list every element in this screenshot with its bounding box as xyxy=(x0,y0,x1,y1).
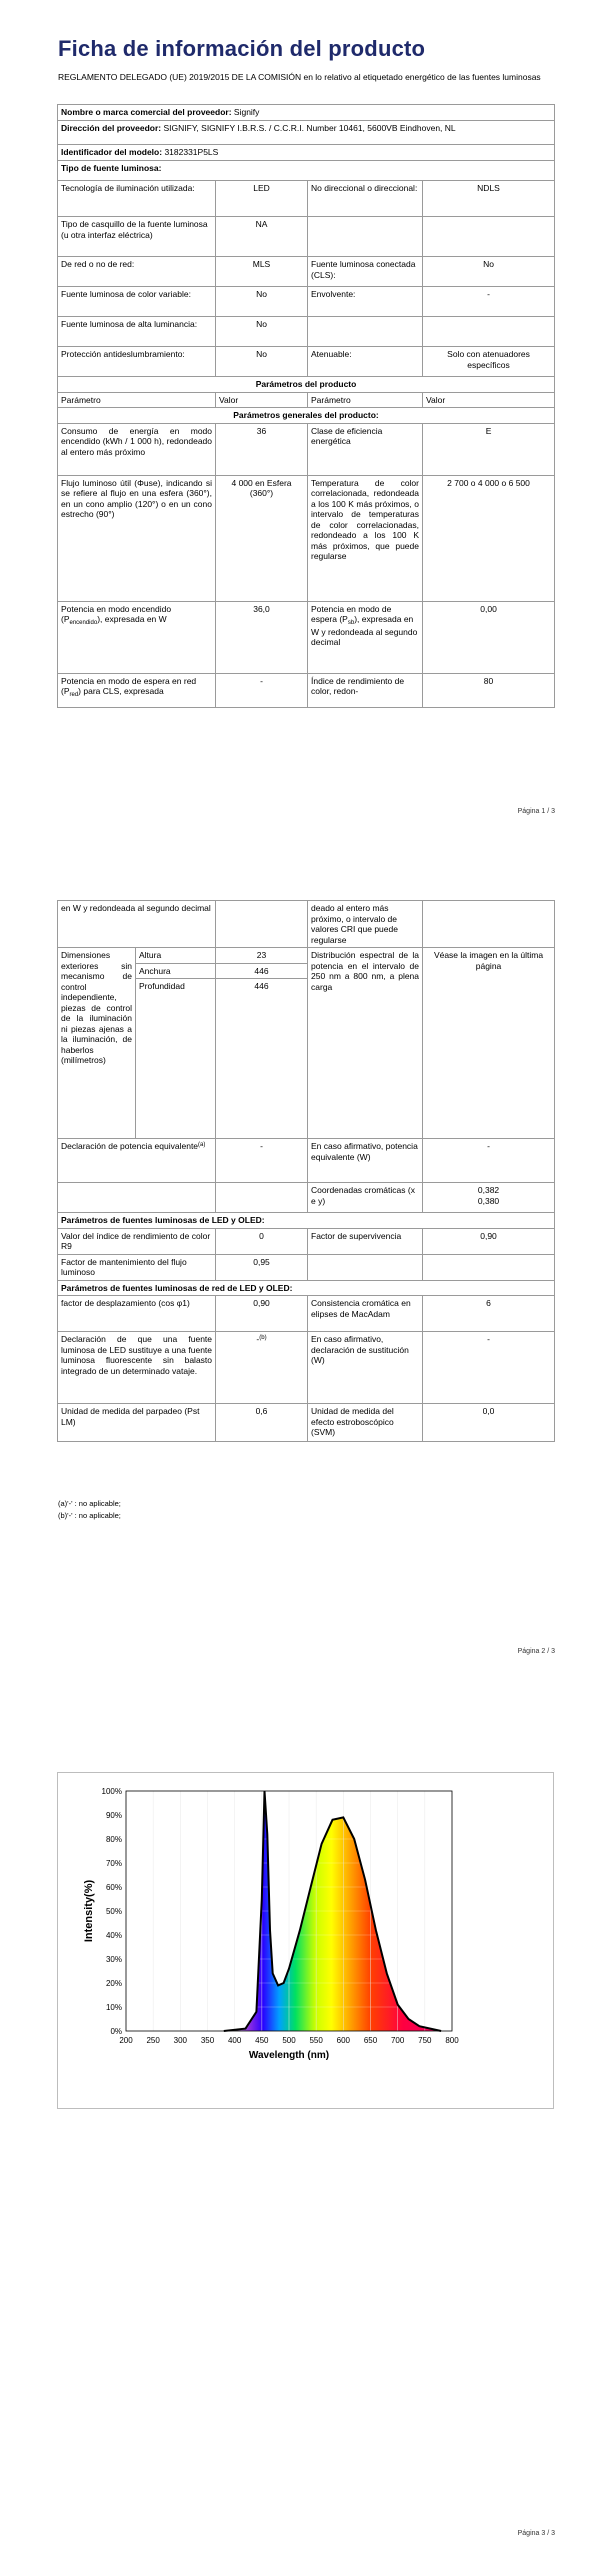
dimmable-label: Atenuable: xyxy=(308,347,423,377)
width-label: Anchura xyxy=(136,963,216,979)
supplier-name-row xyxy=(58,105,555,121)
r9-label: Valor del índice de rendimiento de color R9 xyxy=(58,1228,216,1254)
spectral-distribution-value: Véase la imagen en la última página xyxy=(423,948,555,1139)
table-row xyxy=(58,181,555,217)
networked-standby-label: Potencia en modo de espera en red $(P_{red})$ para CLS, expresada xyxy=(58,673,216,707)
standby-power-value: 0,00 xyxy=(423,601,555,673)
y-tick-label: 30% xyxy=(105,1955,122,1964)
page-number: Página 1 / 3 xyxy=(517,808,555,815)
document-title: Ficha de información del producto xyxy=(58,36,426,61)
led-replacement-value: -$^{(b)}$ xyxy=(216,1332,308,1404)
y-tick-label: 70% xyxy=(105,1859,122,1868)
x-tick-label: 700 xyxy=(390,2036,405,2045)
colour-tuneable-value: No xyxy=(216,287,308,317)
depth-value: 446 xyxy=(216,979,308,1139)
x-tick-label: 250 xyxy=(146,2036,160,2045)
column-header-param: Parámetro xyxy=(308,392,423,408)
table-row xyxy=(58,673,555,707)
table-row xyxy=(58,475,555,601)
y-tick-label: 40% xyxy=(105,1931,122,1940)
y-axis-label: Intensity(%) xyxy=(83,1879,95,1943)
column-header-value: Valor xyxy=(216,392,308,408)
y-tick-label: 20% xyxy=(105,1979,122,1988)
width-value: 446 xyxy=(216,963,308,979)
page-number: Página 2 / 3 xyxy=(517,1648,555,1655)
y-tick-label: 90% xyxy=(105,1811,122,1820)
energy-class-value: E xyxy=(423,423,555,475)
mains-label: De red o no de red: xyxy=(58,257,216,287)
colour-consistency-label: Consistencia cromática en elipses de MacAdam xyxy=(308,1296,423,1332)
table-row xyxy=(58,1139,555,1183)
on-mode-power-value: 36,0 xyxy=(216,601,308,673)
table-row xyxy=(58,257,555,287)
table-row xyxy=(58,287,555,317)
product-info-table xyxy=(57,104,555,708)
table-row xyxy=(58,1254,555,1280)
table-row xyxy=(58,217,555,257)
table-row xyxy=(58,317,555,347)
table-row xyxy=(58,1404,555,1442)
product-params-header: Parámetros del producto xyxy=(58,377,555,393)
stroboscopic-value: 0,0 xyxy=(423,1404,555,1442)
led-params-header: Parámetros de fuentes luminosas de LED y OLED: xyxy=(58,1213,555,1229)
anti-glare-label: Protección antideslumbramiento: xyxy=(58,347,216,377)
flicker-label: Unidad de medida del parpadeo (Pst LM) xyxy=(58,1404,216,1442)
networked-standby-value: - xyxy=(216,673,308,707)
height-value: 23 xyxy=(216,948,308,964)
colour-consistency-value: 6 xyxy=(423,1296,555,1332)
high-luminance-value: No xyxy=(216,317,308,347)
high-luminance-label: Fuente luminosa de alta luminancia: xyxy=(58,317,216,347)
equivalent-power-value: - xyxy=(216,1139,308,1183)
flicker-value: 0,6 xyxy=(216,1404,308,1442)
chromaticity-label: Coordenadas cromáticas (x e y) xyxy=(308,1183,423,1213)
regulation-text: REGLAMENTO DELEGADO (UE) 2019/2015 DE LA COMISIÓN en lo relativo al etiquetado energético de las fuentes luminosas xyxy=(58,72,541,82)
dimmable-value: Solo con atenuadores específicos xyxy=(423,347,555,377)
x-tick-label: 650 xyxy=(363,2036,378,2045)
supplier-address-row xyxy=(58,121,555,145)
directional-label: No direccional o direccional: xyxy=(308,181,423,217)
x-tick-label: 500 xyxy=(282,2036,296,2045)
x-tick-label: 750 xyxy=(418,2036,432,2045)
energy-consumption-label: Consumo de energía en modo encendido (kWh / 1 000 h), redondeado al entero más próximo xyxy=(58,423,216,475)
r9-value: 0 xyxy=(216,1228,308,1254)
model-row xyxy=(58,145,555,161)
page-3 xyxy=(0,1680,603,2560)
chromaticity-value: 0,382 0,380 xyxy=(423,1183,555,1213)
table-row xyxy=(58,1228,555,1254)
lumen-maintenance-label: Factor de mantenimiento del flujo luminoso xyxy=(58,1254,216,1280)
x-tick-label: 600 xyxy=(336,2036,351,2045)
replacement-claim-value: - xyxy=(423,1332,555,1404)
table-row xyxy=(58,901,555,948)
cls-value: No xyxy=(423,257,555,287)
spectral-distribution-label: Distribución espectral de la potencia en el intervalo de 250 nm a 800 nm, a plena carga xyxy=(308,948,423,1139)
supplier-address-label: Dirección del proveedor: xyxy=(61,123,162,133)
stroboscopic-label: Unidad de medida del efecto estroboscópico (SVM) xyxy=(308,1404,423,1442)
led-replacement-label: Declaración de que una fuente luminosa de LED sustituye a una fuente luminosa fluorescente sin balasto integrado de un determinado vataje. xyxy=(58,1332,216,1404)
y-tick-label: 100% xyxy=(101,1787,122,1796)
anti-glare-value: No xyxy=(216,347,308,377)
table-row xyxy=(58,347,555,377)
networked-standby-label-cont: en W y redondeada al segundo decimal xyxy=(58,901,216,948)
supplier-name: Signify xyxy=(233,107,260,117)
x-tick-label: 800 xyxy=(445,2036,459,2045)
luminous-flux-label: Flujo luminoso útil (Φuse), indicando si se refiere al flujo en una esfera (360°), en un cono amplio (120°) o en un cono estrecho (90°) xyxy=(58,475,216,601)
footnote-a: (a)'-' : no aplicable; xyxy=(58,1499,121,1508)
on-mode-power-label: Potencia en modo encendido $(P_{encendido})$, expresada en W xyxy=(58,601,216,673)
envelope-value: - xyxy=(423,287,555,317)
mains-value: MLS xyxy=(216,257,308,287)
y-tick-label: 0% xyxy=(110,2027,122,2036)
replacement-claim-label: En caso afirmativo, declaración de sustitución (W) xyxy=(308,1332,423,1404)
table-row xyxy=(58,601,555,673)
envelope-label: Envolvente: xyxy=(308,287,423,317)
energy-class-label: Clase de eficiencia energética xyxy=(308,423,423,475)
lumen-maintenance-value: 0,95 xyxy=(216,1254,308,1280)
column-header-param: Parámetro xyxy=(58,392,216,408)
table-row xyxy=(58,1332,555,1404)
dimensions-label: Dimensiones exteriores sin mecanismo de control independiente, piezas de control de la iluminación ni piezas ajenas a la iluminación, de haberlos (milímetros) xyxy=(58,948,136,1139)
cct-label: Temperatura de color correlacionada, redondeada a los 100 K más próximos, o intervalo de temperaturas de color correlacionadas, redondeado a los 100 K más próximos, que puede regularse xyxy=(308,475,423,601)
displacement-factor-label: factor de desplazamiento (cos φ1) xyxy=(58,1296,216,1332)
spectral-chart-frame xyxy=(57,1772,554,2109)
x-tick-label: 550 xyxy=(309,2036,323,2045)
column-header-value: Valor xyxy=(423,392,555,408)
model-id: 3182331P5LS xyxy=(164,147,219,157)
cri-value: 80 xyxy=(423,673,555,707)
cri-label: Índice de rendimiento de color, redon- xyxy=(308,673,423,707)
page-2 xyxy=(0,840,603,1680)
model-label: Identificador del modelo: xyxy=(61,147,163,157)
displacement-factor-value: 0,90 xyxy=(216,1296,308,1332)
table-row xyxy=(58,1183,555,1213)
x-axis-label: Wavelength (nm) xyxy=(248,2050,330,2061)
cap-type-value: NA xyxy=(216,217,308,257)
x-tick-label: 450 xyxy=(255,2036,269,2045)
supplier-address: SIGNIFY, SIGNIFY I.B.R.S. / C.C.R.I. Number 10461, 5600VB Eindhoven, NL xyxy=(163,123,456,133)
luminous-flux-value: 4 000 en Esfera (360°) xyxy=(216,475,308,601)
footnotes xyxy=(58,1498,121,1522)
table-row xyxy=(58,948,555,964)
colour-tuneable-label: Fuente luminosa de color variable: xyxy=(58,287,216,317)
mains-led-params-header: Parámetros de fuentes luminosas de red de LED y OLED: xyxy=(58,1280,555,1296)
x-tick-label: 300 xyxy=(173,2036,188,2045)
cri-label-cont: deado al entero más próximo, o intervalo de valores CRI que puede regularse xyxy=(308,901,423,948)
directional-value: NDLS xyxy=(423,181,555,217)
survival-factor-label: Factor de supervivencia xyxy=(308,1228,423,1254)
technology-value: LED xyxy=(216,181,308,217)
y-tick-label: 80% xyxy=(105,1835,122,1844)
x-tick-label: 400 xyxy=(227,2036,242,2045)
table-row xyxy=(58,1296,555,1332)
x-tick-label: 350 xyxy=(200,2036,215,2045)
cap-type-label: Tipo de casquillo de la fuente luminosa (u otra interfaz eléctrica) xyxy=(58,217,216,257)
cls-label: Fuente luminosa conectada (CLS): xyxy=(308,257,423,287)
standby-power-label: Potencia en modo de espera $(P_{sb})$, expresada en W y redondeada al segundo decimal xyxy=(308,601,423,673)
footnote-b: (b)'-' : no aplicable; xyxy=(58,1511,121,1520)
table-row xyxy=(58,423,555,475)
survival-factor-value: 0,90 xyxy=(423,1228,555,1254)
equivalent-power-label: Declaración de potencia equivalente$^{(a)}$ xyxy=(58,1139,216,1183)
technology-label: Tecnología de iluminación utilizada: xyxy=(58,181,216,217)
general-params-header: Parámetros generales del producto: xyxy=(58,408,555,424)
equivalent-power-w-value: - xyxy=(423,1139,555,1183)
page-1 xyxy=(0,0,603,840)
y-tick-label: 10% xyxy=(105,2003,122,2012)
supplier-name-label: Nombre o marca comercial del proveedor: xyxy=(61,107,232,117)
x-tick-label: 200 xyxy=(119,2036,133,2045)
depth-label: Profundidad xyxy=(136,979,216,1139)
equivalent-power-w-label: En caso afirmativo, potencia equivalente (W) xyxy=(308,1139,423,1183)
y-tick-label: 60% xyxy=(105,1883,122,1892)
product-info-table-continued xyxy=(57,900,555,1442)
cct-value: 2 700 o 4 000 o 6 500 xyxy=(423,475,555,601)
y-tick-label: 50% xyxy=(105,1907,122,1916)
spectral-power-distribution-chart xyxy=(58,1773,553,2108)
energy-consumption-value: 36 xyxy=(216,423,308,475)
page-number: Página 3 / 3 xyxy=(517,2530,555,2537)
height-label: Altura xyxy=(136,948,216,964)
light-source-type-label: Tipo de fuente luminosa: xyxy=(58,161,555,181)
